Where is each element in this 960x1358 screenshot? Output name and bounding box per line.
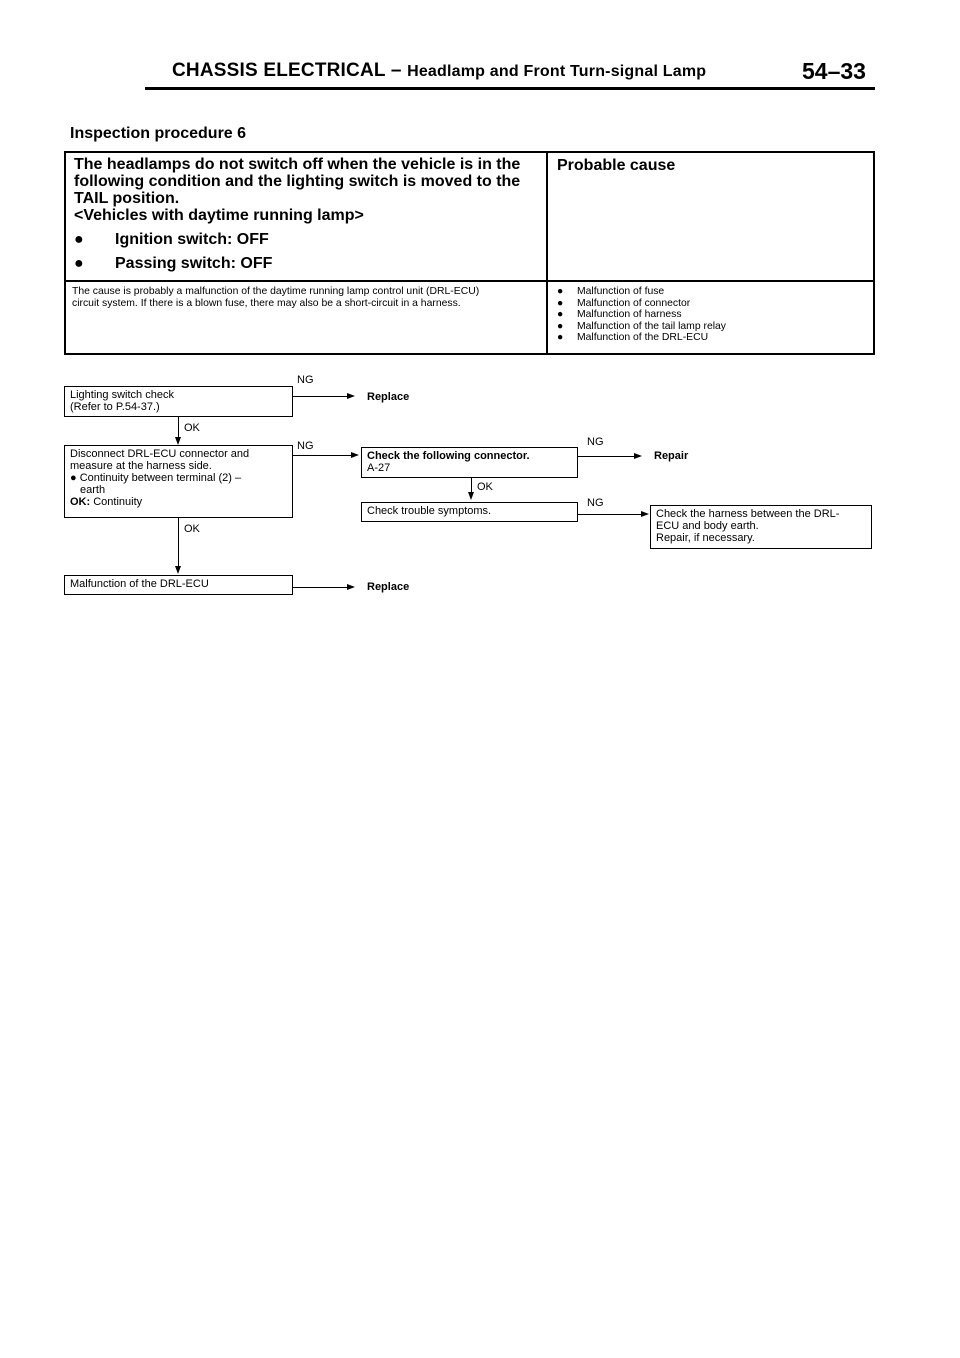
arrow-right-icon: [641, 511, 649, 517]
connector-line: [578, 514, 641, 515]
arrow-down-icon: [468, 492, 474, 500]
list-item: ● Malfunction of the DRL-ECU: [557, 332, 709, 344]
list-item: ● Malfunction of the tail lamp relay: [557, 320, 727, 332]
symptom-line: following condition and the lighting switch is moved to the: [74, 173, 521, 190]
arrow-right-icon: [347, 584, 355, 590]
description-line: circuit system. If there is a blown fuse, there may also be a short-circuit in a harness.: [72, 298, 461, 309]
ok-label: OK: [184, 523, 200, 535]
bullet-icon: ●: [557, 286, 564, 297]
title-dash: –: [390, 60, 402, 81]
header-rule: [145, 87, 875, 90]
action-repair: Repair: [654, 450, 689, 462]
bullet-icon: ●: [74, 231, 84, 248]
symptom-bullet-text: Ignition switch: OFF: [115, 231, 269, 248]
step-drl-ecu-malfunction: Malfunction of the DRL-ECU: [64, 575, 293, 595]
list-item: ● Malfunction of fuse: [557, 286, 665, 297]
ng-label: NG: [297, 374, 314, 386]
arrow-right-icon: [634, 453, 642, 459]
section-title: [172, 60, 706, 82]
symptom-line: The headlamps do not switch off when the vehicle is in the: [74, 156, 521, 173]
subsection-name: Headlamp and Front Turn-signal Lamp: [407, 63, 707, 80]
ng-label: NG: [587, 436, 604, 448]
symptom-line: TAIL position.: [74, 190, 180, 207]
step-lighting-switch-check: Lighting switch check (Refer to P.54-37.): [64, 386, 293, 417]
ok-label: OK: [184, 422, 200, 434]
connector-line: [578, 456, 634, 457]
connector-line: [178, 417, 179, 437]
action-replace: Replace: [367, 581, 410, 593]
arrow-right-icon: [351, 452, 359, 458]
symptom-bullet: [74, 255, 544, 272]
arrow-down-icon: [175, 437, 181, 445]
bullet-icon: ●: [557, 320, 564, 332]
connector-line: [293, 455, 351, 456]
ng-label: NG: [587, 497, 604, 509]
arrow-right-icon: [347, 393, 355, 399]
step-check-harness: Check the harness between the DRL- ECU and body earth. Repair, if necessary.: [650, 505, 872, 549]
ok-criteria-value: Continuity: [93, 496, 143, 508]
connector-line: [178, 518, 179, 566]
bullet-icon: ●: [74, 255, 84, 272]
action-replace: Replace: [367, 391, 410, 403]
bullet-icon: ●: [557, 297, 564, 309]
connector-line: [293, 587, 347, 588]
procedure-title: Inspection procedure 6: [70, 125, 247, 142]
ng-label: NG: [297, 440, 314, 452]
bullet-icon: ●: [557, 309, 564, 321]
connector-line: [471, 478, 472, 492]
probable-cause-header: Probable cause: [557, 157, 676, 174]
step-check-connector: Check the following connector. A-27: [361, 447, 578, 478]
step-check-trouble-symptoms: Check trouble symptoms.: [361, 502, 578, 522]
ok-criteria-key: OK:: [70, 496, 91, 508]
symptom-cell: [74, 156, 544, 272]
list-item: ● Malfunction of connector: [557, 297, 691, 309]
arrow-down-icon: [175, 566, 181, 574]
section-name: CHASSIS ELECTRICAL: [172, 60, 386, 81]
bullet-icon: ●: [557, 332, 564, 344]
symptom-bullet: [74, 231, 544, 248]
description-line: The cause is probably a malfunction of the daytime running lamp control unit (DRL-ECU): [72, 286, 480, 297]
list-item: ● Malfunction of harness: [557, 309, 682, 321]
connector-line: [293, 396, 347, 397]
table-column-divider: [546, 151, 548, 355]
step-disconnect-drl-ecu: Disconnect DRL-ECU connector and measure at the harness side. ● Continuity between terminal (2) – earth OK: Continuity: [64, 445, 293, 518]
symptom-line: <Vehicles with daytime running lamp>: [74, 207, 364, 224]
cause-description: [72, 286, 542, 310]
page-number: 54–33: [802, 58, 866, 84]
ok-label: OK: [477, 481, 493, 493]
probable-cause-list: [557, 286, 726, 344]
symptom-bullet-text: Passing switch: OFF: [115, 255, 273, 272]
table-row-divider: [64, 280, 875, 282]
